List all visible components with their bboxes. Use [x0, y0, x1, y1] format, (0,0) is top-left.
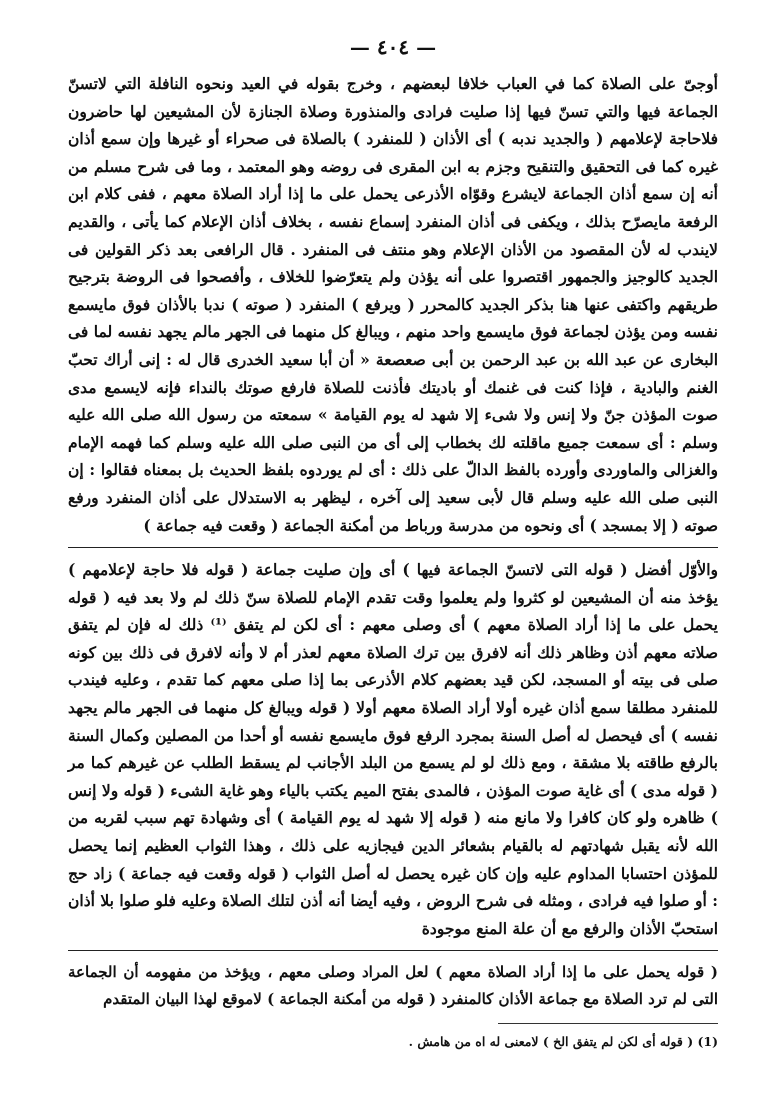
main-text: أوجىّ على الصلاة كما في العباب خلافا لبعضهم ، وخرج بقوله في العيد ونحوه النافلة التي لاتسنّ الجماعة فيها والتي تسنّ فيها إذا صليت فرادى والمنذورة وصلاة الجنازة لأن المشيعين لها حاضرون فلاحاجة لإعلامهم ( والجديد ندبه ) أى الأذان ( للمنفرد ) بالصلاة فى صحراء أو غيرها وإن سمع أذان غيره كما فى التحقيق والتنقيح وجزم به ابن المقرى فى روضه وهو المعتمد ، وما فى شرح مسلم من أنه إن سمع أذان الجماعة لايشرع وقوّاه الأذرعى يحمل على ما إذا أراد الصلاة معهم ، ففى كلام ابن الرفعة مايصرّح بذلك ، ويكفى فى أذان المنفرد إسماع نفسه ، بخلاف أذان الإعلام كما يأتى ، والقديم لايندب له لأن المقصود من الأذان الإعلام وهو منتف فى المنفرد . قال الرافعى بعد ذكر القولين فى الجديد كالوجيز والجمهور اقتصروا على أنه يؤذن ولم يتعرّضوا للخلاف ، وأفصحوا فى الروضة بترجيح طريقهم واكتفى عنها هنا بذكر الجديد كالمحرر ( ويرفع ) المنفرد ( صوته ) ندبا بالأذان فوق مايسمع نفسه ومن يؤذن لجماعة فوق مايسمع واحد منهم ، ويبالغ كل منهما فى الجهر مالم يجهد نفسه لما فى البخارى عن عبد الله بن عبد الرحمن بن أبى صعصعة « أن أبا سعيد الخدرى قال له : إنى أراك تحبّ الغنم والبادية ، فإذا كنت فى غنمك أو باديتك فأذنت للصلاة فارفع صوتك بالنداء فإنه لايسمع مدى صوت المؤذن جنّ ولا إنس ولا شىء إلا شهد له يوم القيامة » سمعته من رسول الله صلى الله عليه وسلم : أى سمعت جميع ماقلته لك بخطاب إلى أى من النبى صلى الله عليه وسلم كما فهمه الإمام والغزالى والماوردى وأورده بالفظ الدالّ على ذلك : أى لم يوردوه بلفظ الحديث بل بمعناه فقالوا : إن النبى صلى الله عليه وسلم قال لأبى سعيد إلى آخره ، ليظهر به الاستدلال على أذان المنفرد ورفع صوته ( إلا بمسجد ) أى ونحوه من مدرسة ورباط من أمكنة الجماعة ( وقعت فيه جماعة ) — [68, 74, 718, 535]
main-commentary-divider — [68, 547, 718, 548]
commentary-gloss-divider — [68, 950, 718, 951]
page-number: — ٤٠٤ — — [349, 35, 437, 59]
gloss-text: ( قوله يحمل على ما إذا أراد الصلاة معهم ) لعل المراد وصلى معهم ، ويؤخذ من مفهومه أن الجماعة التى لم ترد الصلاة مع جماعة الأذان كالمنفرد ( قوله من أمكنة الجماعة ) لاموقع لهذا البيان المتقدم — [68, 963, 718, 1009]
commentary-text: والأوّل أفضل ( قوله التى لاتسنّ الجماعة فيها ) أى وإن صليت جماعة ( قوله فلا حاجة لإعلامهم ) يؤخذ منه أن المشيعين لو كثروا ولم يعلموا وقت تقدم الإمام للصلاة سنّ ذلك لم ولا بعد فيه ( قوله يحمل على ما إذا أراد الصلاة معهم ) أى وصلى معهم : أى لكن لم يتفق ⁽¹⁾ ذلك له فإن لم يتفق صلاته معهم أذن وظاهر ذلك أنه لافرق بين ترك الصلاة معهم لعذر أم لا وأنه لافرق فى ذلك بين كونه صلى فى بيته أو المسجد، لكن قيد بعضهم كلام الأذرعى بما إذا صلى معهم كما تقدم ، وعليه فيندب للمنفرد مطلقا سمع أذان غيره أولا أراد الصلاة معهم أولا ( قوله ويبالغ كل منهما فى الجهر مالم يجهد نفسه ) أى فيحصل له أصل السنة بمجرد الرفع فوق مايسمع نفسه أو أحدا من المصلين وكمال السنة بالرفع طاقته بلا مشقة ، ومع ذلك لو لم يسمع من البلد الأجانب لم يسقط الطلب عن غيرهم كما مر ( قوله مدى ) أى غاية صوت المؤذن ، فالمدى بفتح الميم يكتب بالياء وهو غاية الشىء ( قوله ولا إنس ) ظاهره ولو كان كافرا ولا مانع منه ( قوله إلا شهد له يوم القيامة ) أى وشهادة تهم سبب لقربه من الله لأنه يقبل شهادتهم له بالقيام بشعائر الدين فيجازيه على ذلك ، وهذا الثواب العظيم إنما يحصل للمؤذن احتسابا المداوم عليه وإن كان غيره يحصل له أصل الثواب ( قوله وقعت فيه جماعة ) زاد حج : أو صلوا فيه فرادى ، ومثله فى شرح الروض ، وفيه أيضا أنه أذن لتلك الصلاة وعليه فلو صلوا بلا أذان استحبّ الأذان والرفع مع أن علة المنع موجودة — [68, 560, 718, 938]
footnote-divider — [498, 1023, 718, 1024]
page — [68, 34, 718, 1064]
footnote: (1) ( قوله أى لكن لم يتفق الخ ) لامعنى له اه من هامش . — [408, 1034, 718, 1050]
